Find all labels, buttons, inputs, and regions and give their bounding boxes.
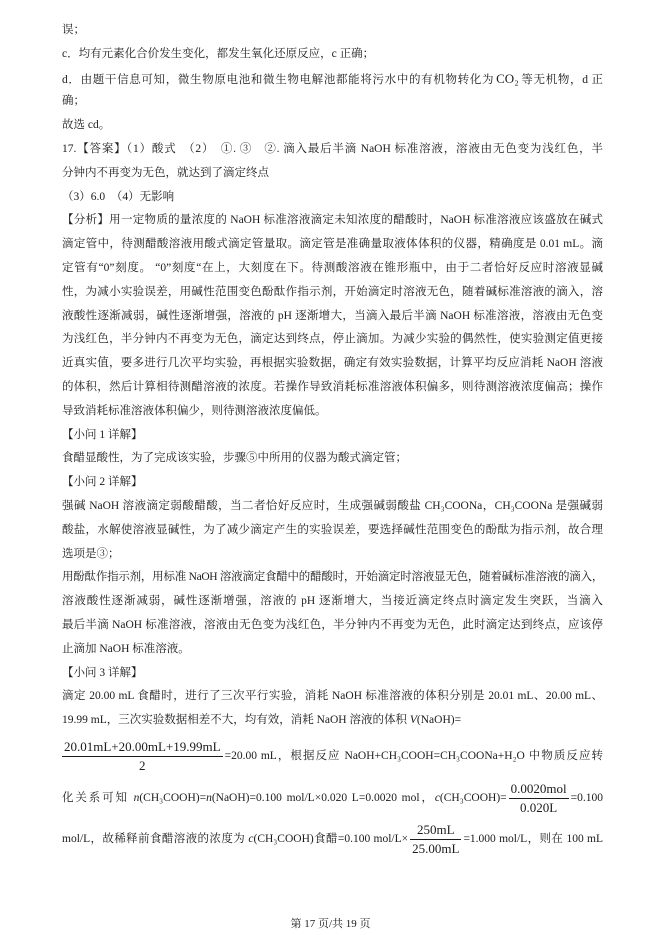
dilution-text: (CH₃COOH)食醋=0.100 mol/L×	[253, 832, 409, 845]
average-volume-equation	[62, 733, 603, 779]
co2-formula: CO₂	[496, 70, 519, 86]
concentration-fraction	[509, 781, 569, 816]
fraction-numerator: 0.0020mol	[510, 780, 567, 796]
moles-text-end: =0.100	[570, 791, 603, 804]
dilution-text: mol/L，故稀释前食醋溶液的浓度为	[62, 832, 249, 845]
moles-text: (NaOH)=0.100 mol/L×0.020 L=0.0020 mol，	[211, 791, 435, 804]
subquestion-3-text	[62, 709, 603, 733]
analysis-line: 的体积，然后计算相待测醋溶液的浓度。若操作导致消耗标准溶液体积偏多，则待测溶液浓度偏高；操作	[62, 380, 603, 393]
subquestion-3-text: 滴定 20.00 mL 食醋时，进行了三次平行实验，消耗 NaOH 标准溶液的体积分别是 20.01 mL、20.00 mL、	[62, 690, 603, 703]
fraction-numerator: 20.01mL+20.00mL+19.99mL	[64, 738, 221, 754]
fraction-bar	[410, 839, 461, 840]
average-volume-fraction	[62, 739, 223, 774]
subquestion-2-heading: 【小问 2 详解】	[62, 476, 143, 489]
answer-17-line-cont: 分钟内不再变为无色，就达到了滴定终点	[62, 166, 269, 179]
reaction-text: =20.00 mL，根据反应 NaOH+CH₃COOH=CH₃COONa+H₂O 中物质反应转	[224, 749, 603, 762]
subquestion-2-text: 止滴加 NaOH 标准溶液。	[62, 642, 190, 655]
subquestion-2-text: 选项是③；	[62, 547, 120, 560]
subquestion-2-text: 溶液酸性逐渐减弱，碱性逐渐增强，溶液的 pH 逐渐增大，当接近滴定终点时滴定发生突跃，当滴入	[62, 595, 603, 608]
option-d-text-end: 等无机物，d 正	[520, 73, 604, 86]
fraction-denominator: 2	[139, 757, 146, 773]
analysis-line: 近真实值，要多进行几次平均实验，再根据实验数据，确定有效实验数据，计算平均反应消耗 NaOH 溶液	[62, 357, 603, 370]
subquestion-1-text: 食醋显酸性，为了完成该实验，步骤⑤中所用的仪器为酸式滴定管；	[62, 452, 407, 465]
subquestion-2-text: 用酚酞作指示剂，用标准 NaOH 溶液滴定食醋中的醋酸时，开始滴定时溶液显无色，随着碱标准溶液的滴入，	[62, 571, 603, 584]
variable-n: n	[133, 791, 140, 804]
subquestion-2-text: 酸盐，水解使溶液显碱性，为了减少滴定产生的实验误差，要选择碱性范围变色的酚酞为指示剂，故合理	[62, 523, 603, 536]
option-d-line	[62, 67, 603, 91]
analysis-line-end: 导致消耗标准溶液体积偏少，则待测溶液浓度偏低。	[62, 404, 327, 417]
dilution-fraction	[410, 822, 461, 857]
moles-equation	[62, 779, 603, 817]
analysis-line: 性，为减小实验误差，用碱性范围变色酚酞作指示剂，开始滴定时溶液无色，随着碱标准溶液的滴入，溶	[62, 285, 603, 298]
dilution-equation	[62, 817, 603, 861]
fraction-denominator: 25.00mL	[412, 840, 460, 856]
option-d-text: d．由题干信息可知，微生物原电池和微生物电解池都能将污水中的有机物转化为	[62, 73, 495, 86]
subquestion-1-heading: 【小问 1 详解】	[62, 428, 143, 441]
final-choice-line: 故选 cd。	[62, 119, 111, 132]
analysis-line: 液酸性逐渐减弱，碱性逐渐增强，溶液的 pH 逐渐增大，当滴入最后半滴 NaOH 标准溶液，溶液由无色变	[62, 309, 603, 322]
answer-17-line: 17.【答案】（1）酸式 （2） ①. ③ ②. 滴入最后半滴 NaOH 标准溶液，溶液由无色变为浅红色，半	[62, 142, 603, 155]
analysis-line: 定管有“0”刻度。 “0”刻度“在上，大刻度在下。待测酸溶液在锥形瓶中，由于二者恰好反应时溶液显碱	[62, 261, 603, 274]
fraction-denominator: 0.020L	[520, 799, 558, 815]
option-c-line: c．均有元素化合价发生变化，都发生氧化还原反应，c 正确；	[62, 47, 375, 60]
moles-text: (CH₃COOH)=	[439, 791, 507, 804]
analysis-line: 滴定管中，待测醋酸溶液用酸式滴定管量取。滴定管是准确量取液体体积的仪器，精确度是 0.01 mL。滴	[62, 238, 603, 251]
option-b-tail-line: 误；	[62, 24, 85, 36]
moles-text: (CH₃COOH)=	[139, 791, 207, 804]
answer-17-parts-3-4: （3）6.0 （4）无影响	[62, 190, 175, 203]
moles-text: 化关系可知	[62, 791, 134, 804]
solution-text	[62, 19, 603, 861]
volume-text-end: (NaOH)=	[416, 714, 462, 727]
subquestion-2-text: 强碱 NaOH 溶液滴定弱酸醋酸，当二者恰好反应时，生成强碱弱酸盐 CH₃COONa，CH₃COONa 是强碱弱	[62, 499, 603, 512]
variable-c: c	[248, 832, 254, 845]
analysis-line: 为浅红色，半分钟内不再变为无色，滴定达到终点，停止滴加。为减少实验的偶然性，使实验测定值更接	[62, 333, 603, 346]
fraction-bar	[509, 798, 569, 799]
option-d-tail-line: 确；	[62, 95, 85, 108]
variable-n: n	[206, 791, 212, 804]
variable-c: c	[434, 791, 440, 804]
fraction-bar	[62, 756, 223, 757]
analysis-line: 【分析】用一定物质的量浓度的 NaOH 标准溶液滴定未知浓度的醋酸时，NaOH 标准溶液应该盛放在碱式	[62, 214, 603, 227]
subquestion-3-heading: 【小问 3 详解】	[62, 666, 143, 679]
subquestion-2-text: 最后半滴 NaOH 标准溶液，溶液由无色变为浅红色，半分钟内不再变为无色，此时滴定达到终点，应该停	[62, 618, 603, 631]
fraction-numerator: 250mL	[417, 821, 455, 837]
variable-v: V	[409, 714, 417, 727]
volume-text: 19.99 mL，三次实验数据相差不大，均有效，消耗 NaOH 溶液的体积	[62, 714, 410, 727]
dilution-text-end: =1.000 mol/L，则在 100 mL	[463, 832, 603, 845]
page-footer: 第 17 页/共 19 页	[290, 918, 371, 930]
